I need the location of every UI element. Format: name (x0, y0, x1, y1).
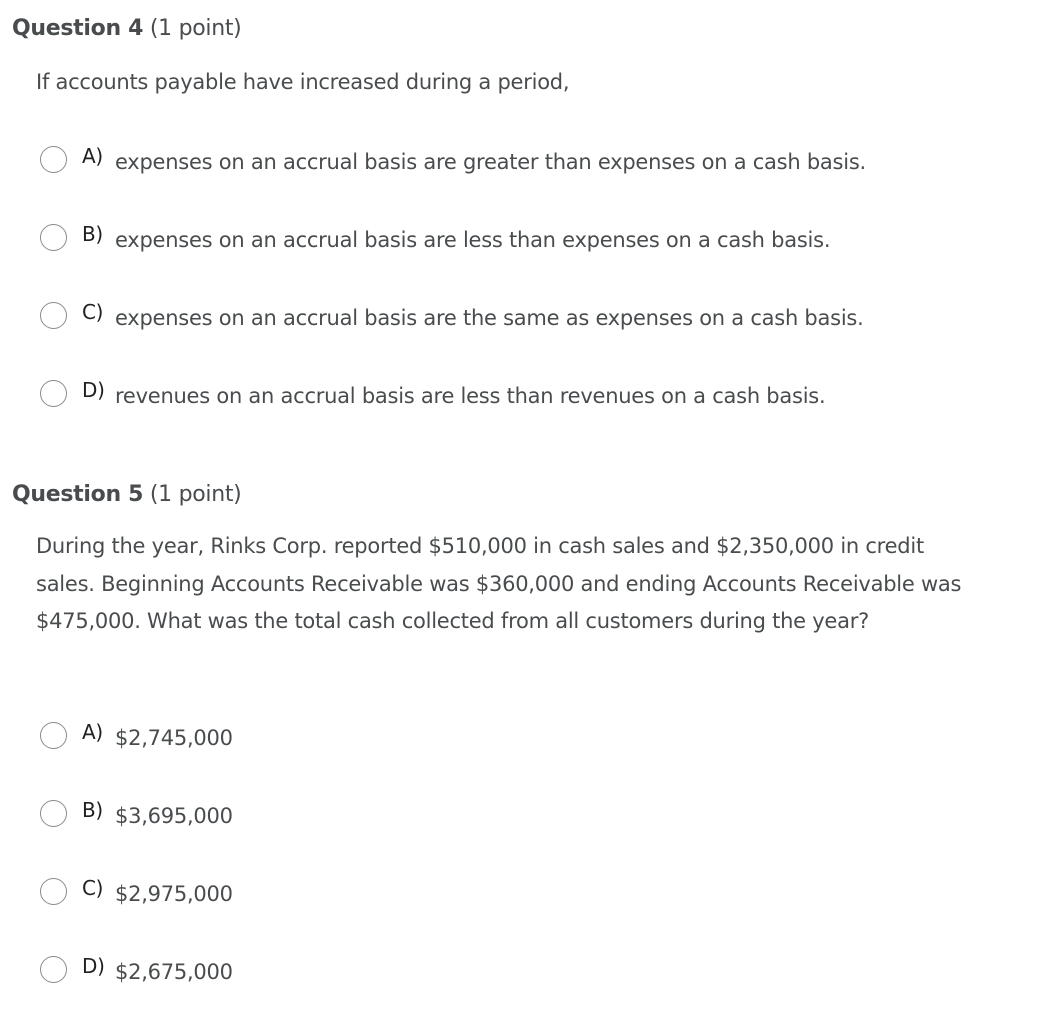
question-prompt: During the year, Rinks Corp. reported $510,000 in cash sales and $2,350,000 in credit sales. Beginning Accounts Receivable was $360,000 and ending Accounts Receivable was $475,000. What was the total cash collected from all customers during the year? (36, 534, 962, 634)
option-text: $2,975,000 (115, 882, 233, 906)
radio-button[interactable] (40, 146, 67, 173)
radio-button[interactable] (40, 302, 67, 329)
question-header (12, 482, 241, 507)
radio-button[interactable] (40, 956, 67, 983)
question-points: (1 point) (149, 16, 242, 41)
option-text: $2,675,000 (115, 960, 233, 984)
question-points: (1 point) (149, 482, 242, 507)
question-title: Question 4 (12, 16, 144, 41)
answer-option-a[interactable] (40, 720, 1000, 754)
radio-button[interactable] (40, 380, 67, 407)
answer-option-d[interactable] (40, 954, 1000, 988)
radio-button[interactable] (40, 800, 67, 827)
answer-option-d[interactable] (40, 378, 1000, 412)
option-text: revenues on an accrual basis are less than revenues on a cash basis. (115, 384, 826, 408)
option-letter: B) (82, 798, 103, 822)
question-title: Question 5 (12, 482, 144, 507)
option-text: $3,695,000 (115, 804, 233, 828)
answer-option-c[interactable] (40, 876, 1000, 910)
answer-option-b[interactable] (40, 222, 1000, 256)
radio-button[interactable] (40, 878, 67, 905)
option-letter: C) (82, 300, 104, 324)
question-prompt: If accounts payable have increased during a period, (36, 70, 570, 94)
option-letter: A) (82, 720, 103, 744)
option-text: expenses on an accrual basis are greater than expenses on a cash basis. (115, 150, 866, 174)
option-letter: C) (82, 876, 104, 900)
answer-option-c[interactable] (40, 300, 1000, 334)
option-letter: A) (82, 144, 103, 168)
option-letter: D) (82, 954, 105, 978)
question-header (12, 16, 241, 41)
answer-option-b[interactable] (40, 798, 1000, 832)
option-text: expenses on an accrual basis are less than expenses on a cash basis. (115, 228, 831, 252)
option-text: $2,745,000 (115, 726, 233, 750)
option-letter: D) (82, 378, 105, 402)
radio-button[interactable] (40, 722, 67, 749)
option-text: expenses on an accrual basis are the same as expenses on a cash basis. (115, 306, 864, 330)
option-letter: B) (82, 222, 103, 246)
radio-button[interactable] (40, 224, 67, 251)
answer-option-a[interactable] (40, 144, 1000, 178)
